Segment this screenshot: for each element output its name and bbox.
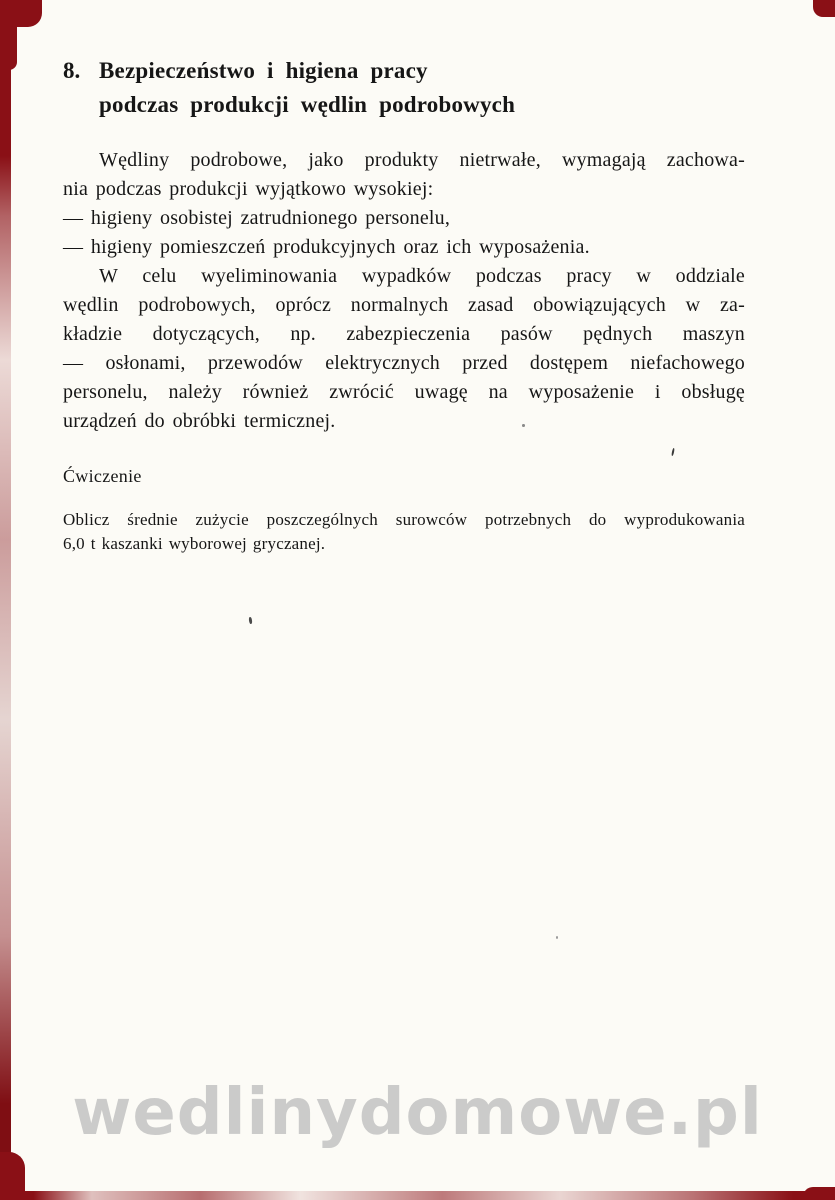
text-line: — osłonami, przewodów elektrycznych przed dostępem niefachowego <box>63 352 745 374</box>
exercise-text <box>63 508 745 556</box>
scan-artifact-top-right-corner <box>813 0 835 17</box>
paragraph-intro <box>63 146 745 204</box>
text-line: Oblicz średnie zużycie poszczególnych surowców potrzebnych do wyprodukowania <box>63 510 745 529</box>
scan-speck <box>249 617 253 624</box>
text-line: — higieny pomieszczeń produkcyjnych oraz ich wyposażenia. <box>63 236 590 258</box>
page-text-block <box>63 54 745 556</box>
section-number: 8. <box>63 58 81 83</box>
exercise-label-text: Ćwiczenie <box>63 466 142 486</box>
text-line: Wędliny podrobowe, jako produkty nietrwałe, wymagają zachowa- <box>99 149 745 171</box>
scan-artifact-bottom-right-corner <box>803 1187 835 1200</box>
text-line: wędlin podrobowych, oprócz normalnych zasad obowiązujących w za- <box>63 294 745 316</box>
text-line: nia podczas produkcji wyjątkowo wysokiej: <box>63 178 434 200</box>
text-line: W celu wyeliminowania wypadków podczas pracy w oddziale <box>99 265 745 287</box>
text-line: kładzie dotyczących, np. zabezpieczenia pasów pędnych maszyn <box>63 323 745 345</box>
text-line: 6,0 t kaszanki wyborowej gryczanej. <box>63 534 326 553</box>
scan-artifact-bottom-left-corner <box>0 1152 25 1200</box>
scan-speck <box>556 936 558 939</box>
scan-artifact-left-edge <box>0 0 11 1200</box>
section-title <box>99 54 745 122</box>
list-item-hygiene-personnel <box>63 204 745 233</box>
list-item-hygiene-rooms <box>63 233 745 262</box>
text-line: personelu, należy również zwrócić uwagę na wyposażenie i obsługę <box>63 381 745 403</box>
text-line: podczas produkcji wędlin podrobowych <box>99 92 516 117</box>
scan-artifact-top-left-strip <box>0 0 17 70</box>
text-line: — higieny osobistej zatrudnionego personelu, <box>63 207 451 229</box>
exercise-label <box>63 462 745 491</box>
text-line: urządzeń do obróbki termicznej. <box>63 410 336 432</box>
text-line: Bezpieczeństwo i higiena pracy <box>99 58 428 83</box>
section-heading <box>63 54 745 122</box>
scan-artifact-bottom-edge <box>0 1191 835 1200</box>
paragraph-safety <box>63 262 745 436</box>
watermark-text: wedlinydomowe.pl <box>72 1076 763 1150</box>
